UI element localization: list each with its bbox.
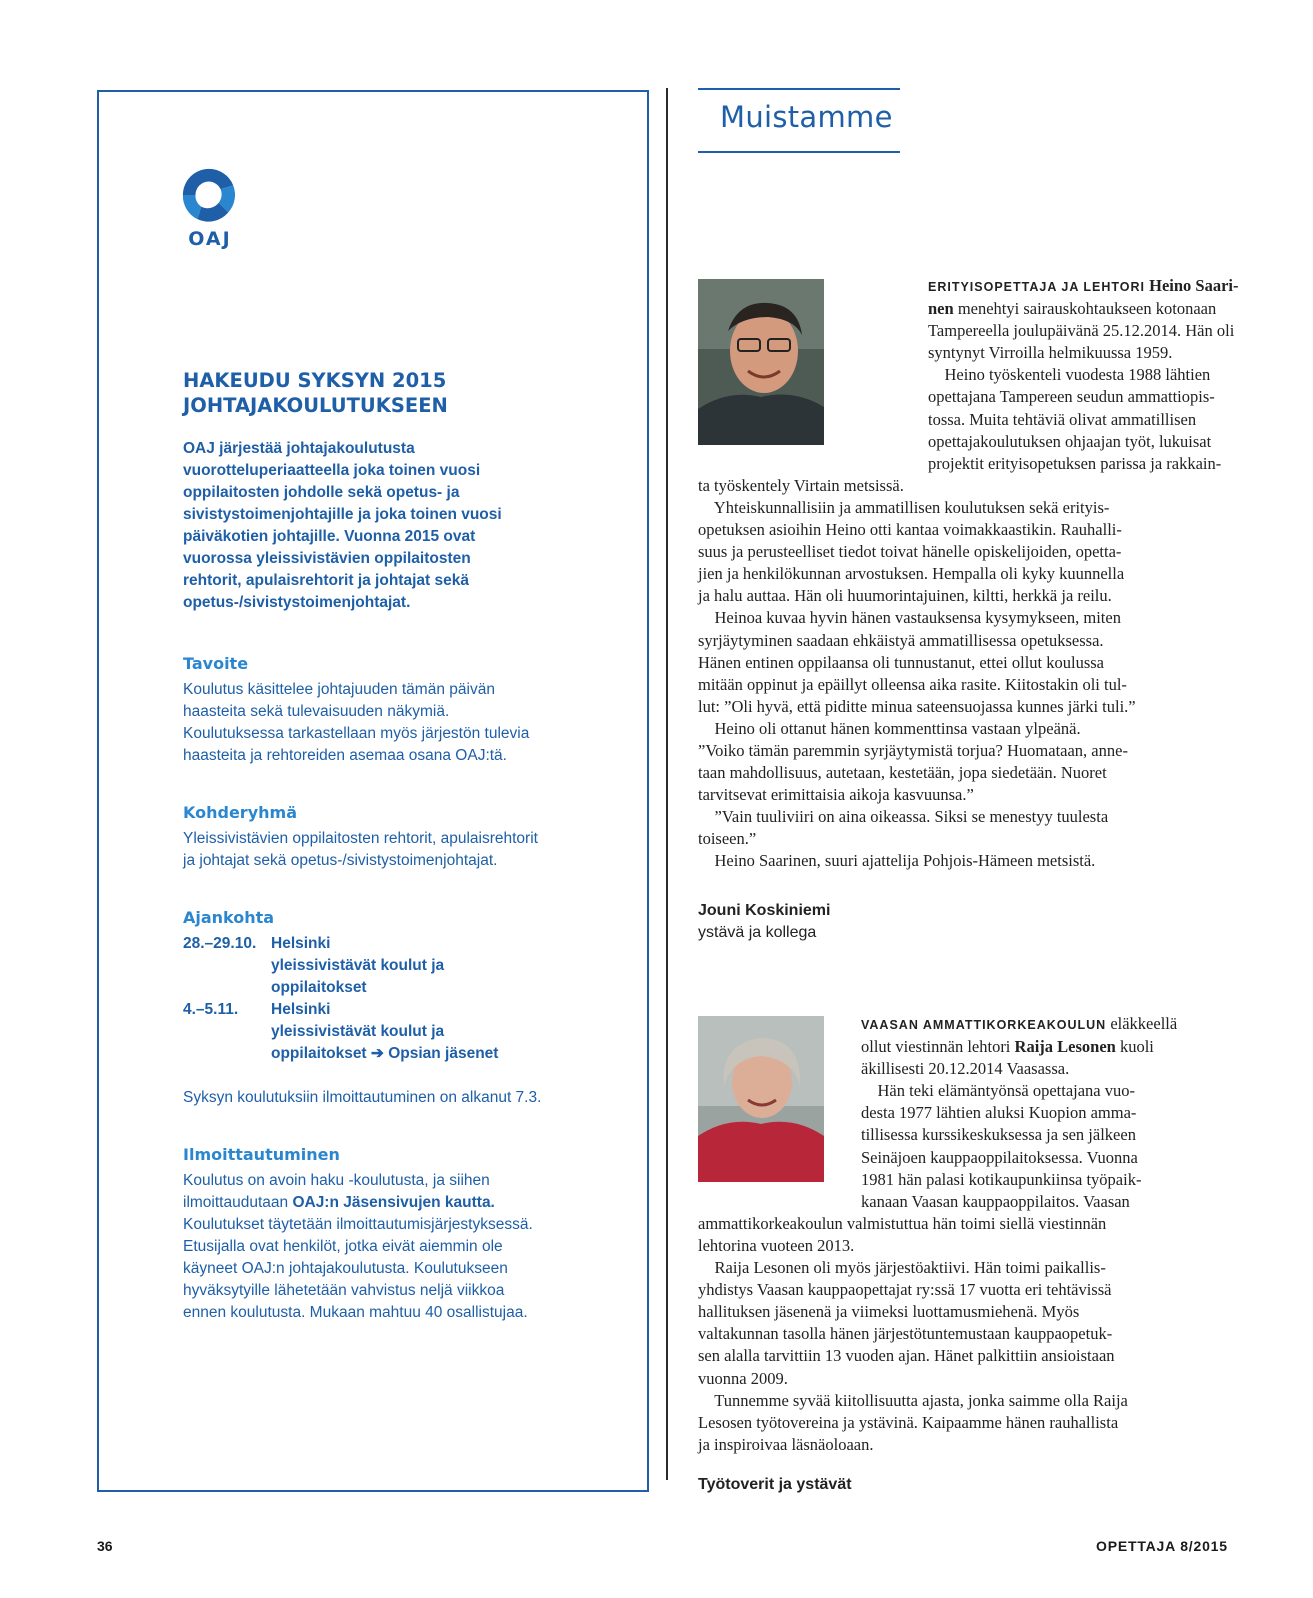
obit1-name-end: nen bbox=[928, 299, 954, 319]
member-pages-link[interactable]: OAJ:n Jäsensivujen kautta. bbox=[292, 1194, 495, 1211]
obit2-line: Seinäjoen kauppaoppilaitoksessa. Vuonna bbox=[861, 1147, 1138, 1167]
obit2-line: Lesosen työtovereina ja ystävinä. Kaipaamme hänen rauhallista bbox=[698, 1412, 1119, 1432]
registration-note: Syksyn koulutuksiin ilmoittautuminen on alkanut 7.3. bbox=[183, 1089, 542, 1106]
obit2-text: eläkkeellä bbox=[1106, 1014, 1178, 1033]
obit1-signer: Jouni Koskiniemi bbox=[698, 902, 831, 919]
obit2-signature bbox=[698, 1474, 852, 1496]
obit2-text: kuoli bbox=[1115, 1037, 1154, 1057]
text-ilmoittautuminen-a: Koulutus on avoin haku -koulutusta, ja siihen ilmoittaudutaan bbox=[183, 1172, 490, 1211]
publication-name: OPETTAJA 8/2015 bbox=[1096, 1538, 1228, 1554]
text-tavoite: Koulutus käsittelee johtajuuden tämän päivän haasteita sekä tulevaisuuden näkymiä. Koulutuksessa tarkastellaan myös järjestön tulevia haasteita ja rehtoreiden asemaa osana OAJ:tä. bbox=[183, 681, 530, 764]
text-ilmoittautuminen-b: Koulutukset täytetään ilmoittautumisjärjestyksessä. Etusijalla ovat henkilöt, jotka eivät aiemmin ole käyneet OAJ:n johtajakoulutusta. Koulutukseen hyväksytyille lähetetään vahvistus neljä viikkoa ennen koulutusta. Mukaan mahtuu 40 osallistujaa. bbox=[183, 1216, 533, 1321]
obit1-line: ”Vain tuuliviiri on aina oikeassa. Siksi se menestyy tuulesta bbox=[698, 807, 1109, 827]
obit2-line: kanaan Vaasan kauppaoppilaitos. Vaasan bbox=[861, 1191, 1130, 1211]
obituary-heino bbox=[698, 275, 1239, 873]
obit2-name: Raija Lesonen bbox=[1014, 1037, 1116, 1057]
obit1-line: toiseen.” bbox=[698, 829, 757, 849]
obit1-line: tarvitsevat erimittaisia aikoja kasvuunsa.” bbox=[698, 785, 974, 805]
obit1-signature bbox=[698, 900, 830, 944]
schedule-list bbox=[183, 933, 623, 1065]
obit1-line: Heinoa kuvaa hyvin hänen vastauksensa kysymykseen, miten bbox=[698, 608, 1121, 628]
obit1-line: ja halu auttaa. Hän oli huumorintajuinen, kiltti, herkkä ja reilu. bbox=[698, 586, 1112, 606]
masthead-rule-top bbox=[698, 88, 900, 90]
obit2-line: Hän teki elämäntyönsä opettajana vuo- bbox=[861, 1081, 1135, 1101]
obit1-line: Heino Saarinen, suuri ajattelija Pohjois-Hämeen metsistä. bbox=[698, 851, 1096, 871]
obit1-line: syrjäytyminen saadaan ehkäistyä ammatillisessa opetuksessa. bbox=[698, 630, 1104, 650]
obit2-line: 1981 hän palasi kotikaupunkiinsa työpaik- bbox=[861, 1169, 1142, 1189]
obit1-line: taan mahdollisuus, autetaan, kestetään, jopa siedetään. Nuoret bbox=[698, 763, 1107, 783]
obit1-line: projektit erityisopetuksen parissa ja rakkain- bbox=[928, 453, 1222, 473]
obit1-line bbox=[698, 275, 1239, 298]
obit1-line: opetuksen asioihin Heino otti kantaa voimakkaastikin. Rauhalli- bbox=[698, 520, 1122, 540]
obit1-text: menehtyi sairauskohtaukseen kotonaan bbox=[953, 299, 1217, 319]
obit2-line: sen alalla tarvittiin 13 vuoden ajan. Hänet palkittiin ansioistaan bbox=[698, 1346, 1115, 1366]
obit1-line: ta työskentely Virtain metsissä. bbox=[698, 475, 904, 495]
obit1-line: opettajana Tampereen seudun ammattiopis- bbox=[928, 387, 1215, 407]
heading-ajankohta: Ajankohta bbox=[183, 908, 275, 927]
obituary-raija bbox=[698, 1013, 1203, 1456]
obit1-line: lut: ”Oli hyvä, että piditte minua sateensuojassa kunnes järki tuli.” bbox=[698, 696, 1136, 716]
schedule-place: Helsinki yleissivistävät koulut ja oppilaitokset bbox=[271, 935, 445, 996]
section-title: Muistamme bbox=[720, 100, 893, 134]
ad-content bbox=[183, 368, 623, 1324]
obit1-line: jien ja henkilökunnan arvostuksen. Hempalla oli kyky kuunnella bbox=[698, 564, 1125, 584]
text-kohderyhma: Yleissivistävien oppilaitosten rehtorit, apulaisrehtorit ja johtajat sekä opetus-/sivistystoimenjohtajat. bbox=[183, 830, 538, 869]
heading-tavoite: Tavoite bbox=[183, 654, 249, 673]
oaj-logo-text: OAJ bbox=[188, 228, 232, 250]
obit1-line: mitään oppinut ja epäillyt olleensa aika rasite. Kiitostakin oli tul- bbox=[698, 674, 1127, 694]
obit2-line: valtakunnan tasolla hänen järjestötuntemustaan kauppaopetuk- bbox=[698, 1324, 1113, 1344]
obit2-line: hallituksen jäsenenä ja viimeksi luottamusmiehenä. Myös bbox=[698, 1302, 1080, 1322]
obit2-line: ammattikorkeakoulun valmistuttua hän toimi siellä viestinnän bbox=[698, 1213, 1107, 1233]
column-divider bbox=[666, 88, 668, 1480]
obit2-line: ja inspiroivaa läsnäoloaan. bbox=[698, 1434, 874, 1454]
obit1-line: syntynyt Virroilla helmikuussa 1959. bbox=[928, 343, 1173, 363]
obit1-line: Heino työskenteli vuodesta 1988 lähtien bbox=[928, 365, 1211, 385]
obit1-name: Heino Saari- bbox=[1149, 276, 1239, 295]
obit2-line: vuonna 2009. bbox=[698, 1368, 788, 1388]
obit2-role: VAASAN AMMATTIKORKEAKOULUN bbox=[861, 1018, 1107, 1032]
schedule-place: Helsinki yleissivistävät koulut ja oppilaitokset ➔ Opsian jäsenet bbox=[271, 1001, 499, 1062]
obit2-line: tillisessa kurssikeskuksessa ja sen jälkeen bbox=[861, 1125, 1136, 1145]
obit1-line: tossa. Muita tehtäviä olivat ammatillisen bbox=[928, 409, 1197, 429]
obit1-line: Tampereella joulupäivänä 25.12.2014. Hän oli bbox=[928, 321, 1235, 341]
obit2-line bbox=[698, 1013, 1203, 1036]
obit2-line: Tunnemme syvää kiitollisuutta ajasta, jonka saimme olla Raija bbox=[698, 1390, 1128, 1410]
obit2-line: Raija Lesonen oli myös järjestöaktiivi. Hän toimi paikallis- bbox=[698, 1258, 1106, 1278]
obit1-role: ERITYISOPETTAJA JA LEHTORI bbox=[928, 280, 1145, 294]
obit2-signer: Työtoverit ja ystävät bbox=[698, 1476, 852, 1493]
schedule-date: 28.–29.10. bbox=[183, 935, 257, 952]
obit2-line bbox=[698, 1036, 1203, 1058]
obit1-line: Heino oli ottanut hänen kommenttinsa vastaan ylpeänä. bbox=[698, 718, 1081, 738]
text-ilmoittautuminen bbox=[183, 1170, 623, 1324]
obit1-line: Hänen entinen oppilaansa oli tunnustanut, ettei ollut koulussa bbox=[698, 652, 1105, 672]
masthead-rule-bottom bbox=[698, 151, 900, 153]
oaj-swirl-icon bbox=[180, 166, 238, 224]
obit1-line bbox=[698, 298, 1217, 320]
ad-title: HAKEUDU SYKSYN 2015 JOHTAJAKOULUTUKSEEN bbox=[183, 369, 448, 417]
obit1-signer-role: ystävä ja kollega bbox=[698, 924, 817, 941]
obit2-line: desta 1977 lähtien aluksi Kuopion amma- bbox=[861, 1103, 1137, 1123]
schedule-date: 4.–5.11. bbox=[183, 1001, 239, 1018]
obit2-line: yhdistys Vaasan kauppaopettajat ry:ssä 17 vuotta eri tehtävissä bbox=[698, 1280, 1112, 1300]
obit2-text: ollut viestinnän lehtori bbox=[861, 1037, 1015, 1057]
oaj-logo bbox=[180, 166, 240, 250]
page-number: 36 bbox=[97, 1538, 113, 1554]
heading-kohderyhma: Kohderyhmä bbox=[183, 803, 297, 822]
obit1-line: suus ja perusteelliset tiedot toivat hänelle opiskelijoiden, opetta- bbox=[698, 542, 1122, 562]
obit1-line: opettajakoulutuksen ohjaajan työt, lukuisat bbox=[928, 431, 1212, 451]
obit2-line: äkillisesti 20.12.2014 Vaasassa. bbox=[861, 1059, 1070, 1079]
obit2-line: lehtorina vuoteen 2013. bbox=[698, 1235, 855, 1255]
heading-ilmoittautuminen: Ilmoittautuminen bbox=[183, 1145, 340, 1164]
obit1-line: Yhteiskunnallisiin ja ammatillisen koulutuksen sekä erityis- bbox=[698, 497, 1110, 517]
obit1-line: ”Voiko tämän paremmin syrjäytymistä torjua? Huomataan, anne- bbox=[698, 740, 1128, 760]
ad-intro: OAJ järjestää johtajakoulutusta vuorotteluperiaatteella joka toinen vuosi oppilaitosten johdolle sekä opetus- ja sivistystoimenjohtajille ja joka toinen vuosi päiväkotien johtajille. Vuonna 2015 ovat vuorossa yleissivistävien oppilaitosten rehtorit, apulaisrehtorit ja johtajat sekä opetus-/sivistystoimenjohtajat. bbox=[183, 440, 502, 611]
